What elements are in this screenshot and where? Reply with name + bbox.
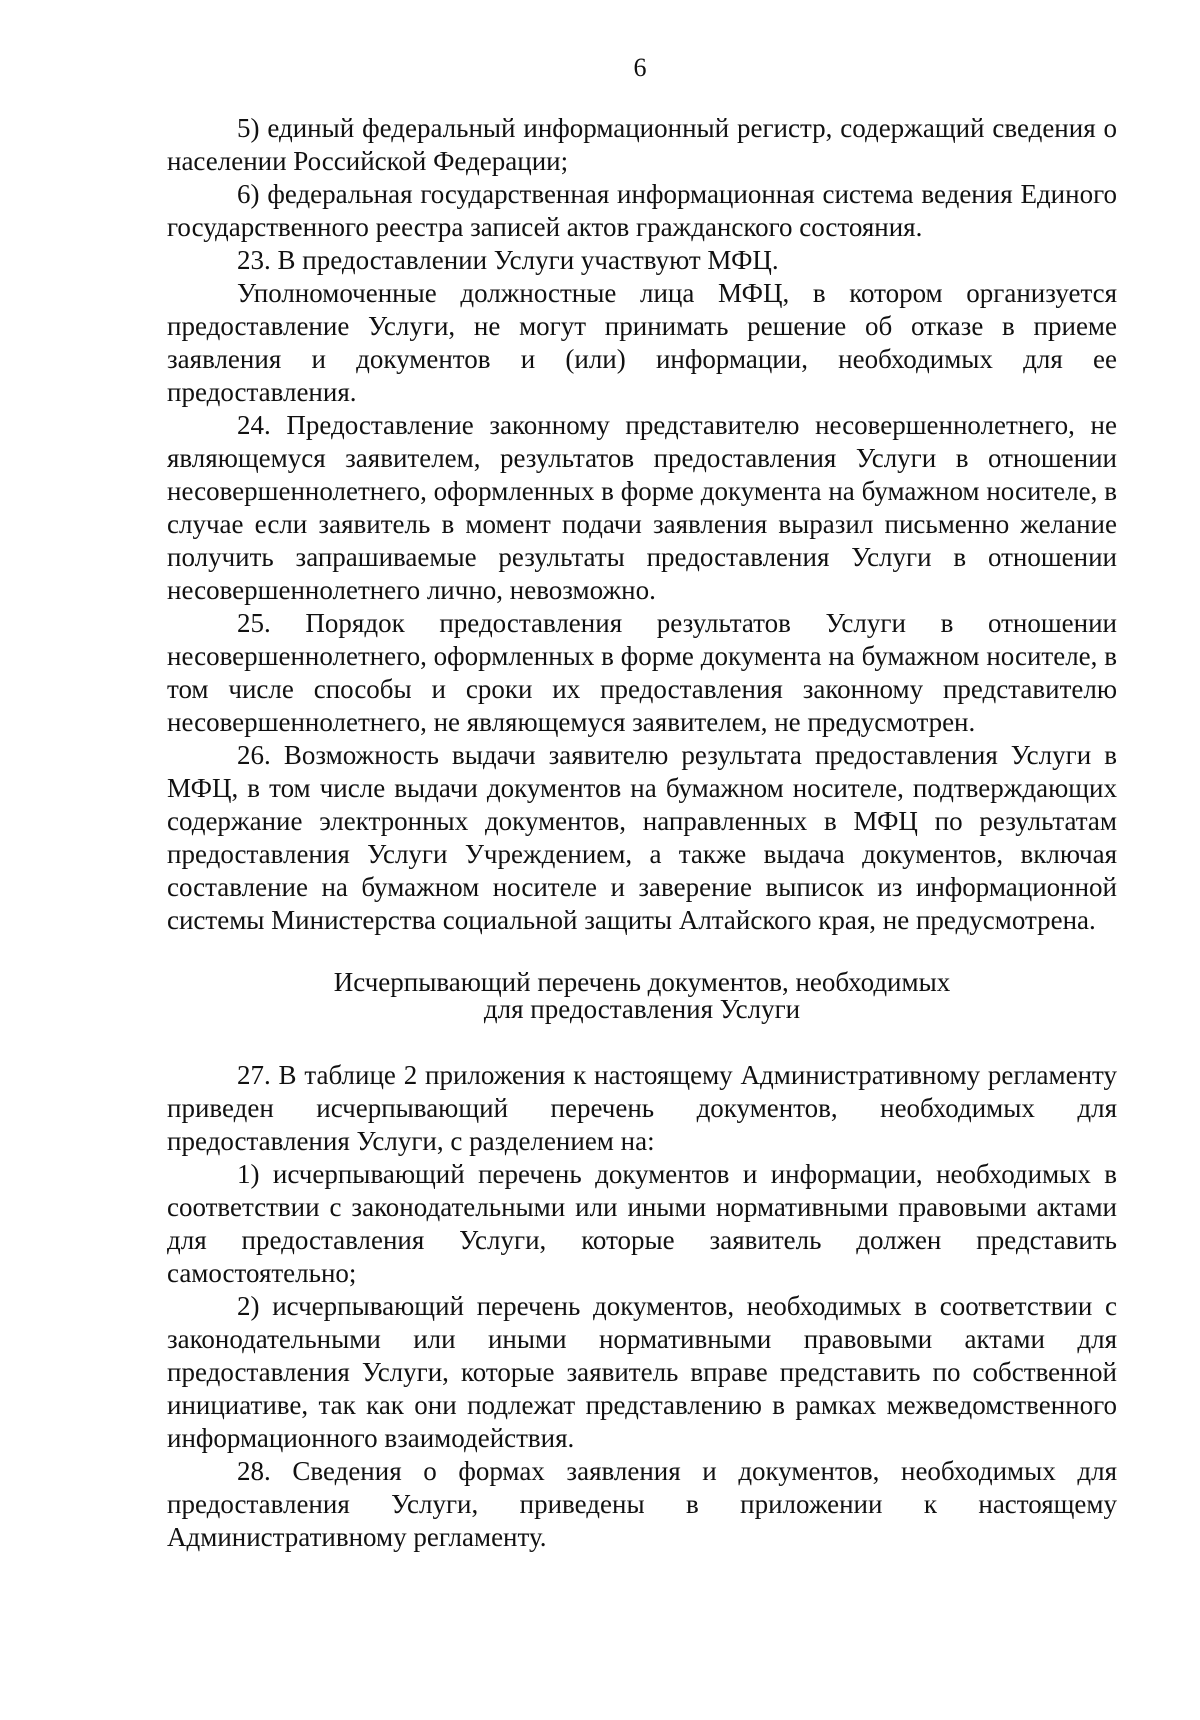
paragraph-27: 27. В таблице 2 приложения к настоящему Административному регламенту приведен исчерпывающий перечень документов, необходимых для предоставления Услуги, с разделением на: [167,1060,1117,1156]
paragraph-28: 28. Сведения о формах заявления и документов, необходимых для предоставления Услуги, приведены в приложении к настоящему Административному регламенту. [167,1456,1117,1552]
paragraph-item-6: 6) федеральная государственная информационная система ведения Единого государственного реестра записей актов гражданского состояния. [167,179,1117,242]
paragraph-23: 23. В предоставлении Услуги участвуют МФЦ. [237,245,779,275]
paragraph-item-5: 5) единый федеральный информационный регистр, содержащий сведения о населении Российской Федерации; [167,113,1117,176]
section-heading [167,969,1117,1023]
paragraph-25: 25. Порядок предоставления результатов Услуги в отношении несовершеннолетнего, оформленных в форме документа на бумажном носителе, в том числе способы и сроки их предоставления законному представителю несовершеннолетнего, не являющемуся заявителем, не предусмотрен. [167,608,1117,737]
paragraph-24: 24. Предоставление законному представителю несовершеннолетнего, не являющемуся заявителем, результатов предоставления Услуги в отношении несовершеннолетнего, оформленных в форме документа на бумажном носителе, в случае если заявитель в момент подачи заявления выразил письменно желание получить запрашиваемые результаты предоставления Услуги в отношении несовершеннолетнего лично, невозможно. [167,410,1117,605]
document-body [167,112,1117,1554]
paragraph-26: 26. Возможность выдачи заявителю результата предоставления Услуги в МФЦ, в том числе выдачи документов на бумажном носителе, подтверждающих содержание электронных документов, направленных в МФЦ по результатам предоставления Услуги Учреждением, а также выдача документов, включая составление на бумажном носителе и заверение выписок из информационной системы Министерства социальной защиты Алтайского края, не предусмотрена. [167,740,1117,935]
paragraph-27-item-2: 2) исчерпывающий перечень документов, необходимых в соответствии с законодательными или иными нормативными правовыми актами для предоставления Услуги, которые заявитель вправе представить по собственной инициативе, так как они подлежат представлению в рамках межведомственного информационного взаимодействия. [167,1291,1117,1453]
paragraph-23-continued: Уполномоченные должностные лица МФЦ, в котором организуется предоставление Услуги, не могут принимать решение об отказе в приеме заявления и документов и (или) информации, необходимых для ее предоставления. [167,278,1117,407]
page-number: 6 [633,53,647,82]
section-heading-line-1: Исчерпывающий перечень документов, необходимых [333,967,951,997]
paragraph-27-item-1: 1) исчерпывающий перечень документов и информации, необходимых в соответствии с законодательными или иными нормативными правовыми актами для предоставления Услуги, которые заявитель должен представить самостоятельно; [167,1159,1117,1288]
section-heading-line-2: для предоставления Услуги [483,994,801,1024]
